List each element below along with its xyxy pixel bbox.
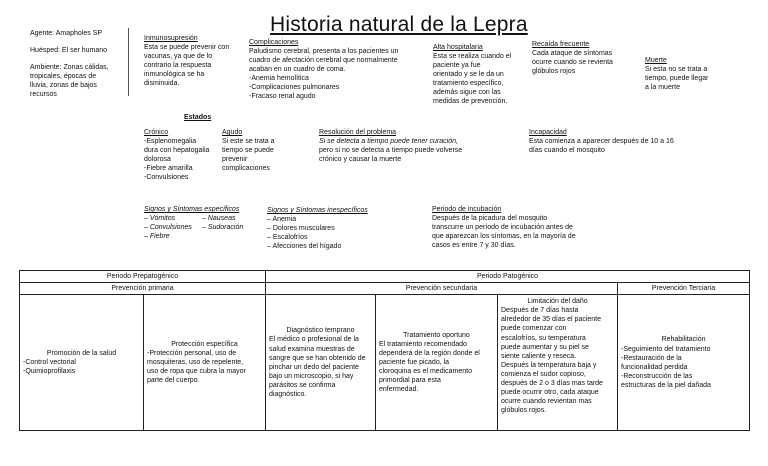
signo-inespecifico: – Afecciones del hígado <box>267 242 342 250</box>
limitacion-line: siente caliente y reseca. <box>501 352 577 360</box>
agudo-block <box>222 129 275 174</box>
inmunosupresion-line: contrario la respuesta <box>144 61 212 69</box>
diagnostico-line: parásitos se confirma <box>269 381 336 389</box>
tratamiento-line: dependerá de la región donde el <box>379 350 480 358</box>
alta-hospitalaria-line: paciente ya fue <box>433 61 481 69</box>
rehabilitacion-line: -Restauración de la <box>621 354 682 362</box>
cronico-line: dura con hepatogalia <box>144 146 210 154</box>
muerte-line: Si esta no se trata a <box>645 65 708 73</box>
prevencion-secundaria-header: Prevención secundaria <box>266 283 618 295</box>
incubacion-line: transcurre un período de incubación antes de <box>432 223 573 231</box>
complicaciones-title: Complicaciones <box>249 39 299 46</box>
proteccion-line: -Protección personal, uso de <box>147 350 237 358</box>
incapacidad-title: Incapacidad <box>529 129 567 136</box>
resolucion-line: pero si no se detecta a tiempo puede volverse <box>319 146 463 154</box>
rehabilitacion-line: -Seguimiento del tratamiento <box>621 345 711 353</box>
complicaciones-line: cuadro de afectación cerebral que normalmente <box>249 56 398 64</box>
signo-inespecifico: – Escalofríos <box>267 233 308 241</box>
resolucion-block <box>319 129 462 165</box>
limitacion-line: Después la temperatura baja y <box>501 361 597 369</box>
agudo-line: Si este se trata a <box>222 137 275 145</box>
periodo-prepatogenico-header: Periodo Prepatogénico <box>20 271 266 283</box>
complicaciones-block <box>249 39 398 102</box>
limitacion-line: alrededor de 35 días el paciente <box>501 316 602 324</box>
signo-especifico: – Fiebre <box>144 232 170 240</box>
diagnostico-cell <box>266 295 376 431</box>
cronico-block <box>144 129 209 183</box>
resolucion-line: Si se detecta a tiempo puede tener curación, <box>319 137 458 145</box>
diagnostico-line: sangre que se han obtenido de <box>269 354 366 362</box>
periodo-patogenico-header: Periodo Patogénico <box>266 271 750 283</box>
estados-heading: Estados <box>184 114 212 121</box>
tratamiento-cell <box>376 295 498 431</box>
inmunosupresion-block <box>144 35 229 89</box>
signo-especifico: – Sudoración <box>202 223 244 231</box>
table-row <box>20 295 750 431</box>
signos-especificos-block <box>144 206 262 245</box>
rehabilitacion-cell <box>618 295 750 431</box>
promocion-cell <box>20 295 144 431</box>
incubacion-block <box>432 206 576 251</box>
inmunosupresion-line: Esta se puede prevenir con <box>144 43 230 51</box>
inmunosupresion-title: Inmunosupresión <box>144 35 198 42</box>
signos-inespecificos-title: Signos y Síntomas inespecíficos <box>267 207 368 214</box>
recaida-line: Cada ataque de síntomas <box>532 49 613 57</box>
proteccion-line: mosquiteras, uso de repelente, <box>147 359 244 367</box>
diagnostico-line: diagnóstico. <box>269 390 307 398</box>
inmunosupresion-line: vacunas, ya que de lo <box>144 52 213 60</box>
incubacion-title: Periodo de incubación <box>432 206 502 213</box>
ambiente-line: lluvia, zonas de bajos <box>30 81 97 89</box>
ambiente-line: Ambiente: Zonas cálidas, <box>30 63 109 71</box>
promocion-line: -Control vectorial <box>23 359 76 367</box>
muerte-title: Muerte <box>645 57 667 64</box>
left-info-block <box>30 30 126 100</box>
huesped-text: Huésped: El ser humano <box>30 46 108 54</box>
muerte-line: a la muerte <box>645 83 681 91</box>
limitacion-line: puede aumentar y su piel se <box>501 343 589 351</box>
limitacion-cell <box>498 295 618 431</box>
alta-hospitalaria-line: medidas de prevención. <box>433 97 508 105</box>
diagnostico-line: salud examina muestras de <box>269 345 355 353</box>
agente-text: Agente: Amapholes SP <box>30 30 102 37</box>
limitacion-line: Después de 7 días hasta <box>501 307 579 315</box>
incubacion-line: Después de la picadura del mosquito <box>432 214 548 222</box>
incapacidad-block <box>529 129 674 156</box>
table-row <box>20 283 750 295</box>
incapacidad-line: Esta comienza a aparecer después de 10 a 16 <box>529 137 674 145</box>
limitacion-line: puede comenzar con <box>501 325 567 333</box>
rehabilitacion-line: estructuras de la piel dañada <box>621 381 711 389</box>
cronico-title: Crónico <box>144 129 169 136</box>
agudo-line: complicaciones <box>222 164 270 172</box>
diagnostico-line: pinchar un dedo del paciente <box>269 363 359 371</box>
incapacidad-line: días cuando el mosquito <box>529 146 605 154</box>
cronico-line: -Fiebre amarilla <box>144 164 193 172</box>
proteccion-line: uso de ropa que cubra la mayor <box>147 368 246 376</box>
table-row <box>20 271 750 283</box>
incubacion-line: casos es entre 7 y 30 días. <box>432 241 516 249</box>
promocion-title: Promoción de la salud <box>46 350 117 358</box>
complicaciones-line: Paludismo cerebral, presenta a los pacientes un <box>249 47 399 55</box>
signo-especifico: – Convulsiones <box>144 223 192 231</box>
inmunosupresion-line: disminuida. <box>144 79 180 87</box>
resolucion-title: Resolución del problema <box>319 129 397 136</box>
agudo-line: prevenir <box>222 155 248 163</box>
recaida-block <box>532 41 613 77</box>
proteccion-line: parte del cuerpo. <box>147 377 200 385</box>
rehabilitacion-line: funcionalidad perdida <box>621 363 688 371</box>
muerte-line: tiempo, puede llegar <box>645 74 709 82</box>
ambiente-line: recursos <box>30 90 57 98</box>
tratamiento-line: El tratamiento recomendado <box>379 340 467 348</box>
alta-hospitalaria-line: además sigue con las <box>433 88 501 96</box>
alta-hospitalaria-line: tratamiento específico, <box>433 79 504 87</box>
prevencion-primaria-header: Prevención primaria <box>20 283 266 295</box>
signo-inespecifico: – Anemia <box>267 215 297 223</box>
promocion-line: -Quimioprofilaxis <box>23 368 76 376</box>
alta-hospitalaria-line: Esta se realiza cuando el <box>433 52 512 60</box>
diagnostico-line: bajo un microscopio, si hay <box>269 372 354 380</box>
limitacion-line: comienza el sudor copioso, <box>501 370 586 378</box>
signo-especifico: – Vómitos <box>144 214 176 222</box>
alta-hospitalaria-title: Alta hospitalaria <box>433 44 483 51</box>
page-title: Historia natural de la Lepra <box>270 13 528 36</box>
prevention-table <box>19 270 750 431</box>
complicaciones-line: -Fracaso renal agudo <box>249 92 316 100</box>
tratamiento-title: Tratamiento oportuno <box>403 331 470 339</box>
rehabilitacion-title: Rehabilitación <box>661 336 706 344</box>
alta-hospitalaria-line: orientado y se le da un <box>433 70 504 78</box>
tratamiento-line: paciente fue picado, la <box>379 359 450 367</box>
complicaciones-line: -Anemia hemolítica <box>249 74 309 82</box>
alta-hospitalaria-block <box>433 44 511 107</box>
signo-especifico: – Nauseas <box>202 214 236 222</box>
limitacion-line: puede ocurrir otro, cada ataque <box>501 389 599 397</box>
limitacion-line: después de 2 o 3 días mas tarde <box>501 380 603 388</box>
ambiente-line: tropicales, épocas de <box>30 72 97 80</box>
proteccion-cell <box>144 295 266 431</box>
diagnostico-line: El médico o profesional de la <box>269 336 359 344</box>
limitacion-title: Limitación del daño <box>527 298 588 306</box>
muerte-block <box>645 57 708 93</box>
resolucion-line: crónico y causar la muerte <box>319 155 402 163</box>
cronico-line: dolorosa <box>144 155 171 163</box>
recaida-title: Recaída frecuente <box>532 41 590 48</box>
signos-especificos-title: Signos y Síntomas específicos <box>144 206 240 213</box>
vertical-divider <box>128 28 129 96</box>
tratamiento-line: primordial para esta <box>379 377 441 385</box>
incubacion-line: que aparezcan los síntomas, en la mayoría de <box>432 232 576 240</box>
diagnostico-title: Diagnóstico temprano <box>286 327 355 335</box>
cronico-line: -Convulsiones <box>144 173 189 181</box>
rehabilitacion-line: -Reconstrucción de las <box>621 372 693 380</box>
prevencion-terciaria-header: Prevención Terciaria <box>618 283 750 295</box>
cronico-line: -Esplenomegalia <box>144 137 197 145</box>
complicaciones-line: acaban en un cuadro de coma. <box>249 65 346 73</box>
limitacion-line: glóbulos rojos. <box>501 407 547 415</box>
signo-inespecifico: – Dolores musculares <box>267 224 335 232</box>
inmunosupresion-line: inmunológica se ha <box>144 70 205 78</box>
recaida-line: ocurre cuando se revienta <box>532 58 613 66</box>
recaida-line: glóbulos rojos <box>532 67 576 75</box>
tratamiento-line: enfermedad. <box>379 386 419 394</box>
agudo-title: Agudo <box>222 129 243 136</box>
limitacion-line: ocurre cuando revientan mas <box>501 398 592 406</box>
complicaciones-line: -Complicaciones pulmonares <box>249 83 340 91</box>
signos-inespecificos-block <box>267 207 368 252</box>
agudo-line: tiempo se puede <box>222 146 274 154</box>
limitacion-line: escalofríos, su temperatura <box>501 334 586 342</box>
tratamiento-line: cloroquina es el medicamento <box>379 368 472 376</box>
proteccion-title: Protección específica <box>171 340 238 348</box>
